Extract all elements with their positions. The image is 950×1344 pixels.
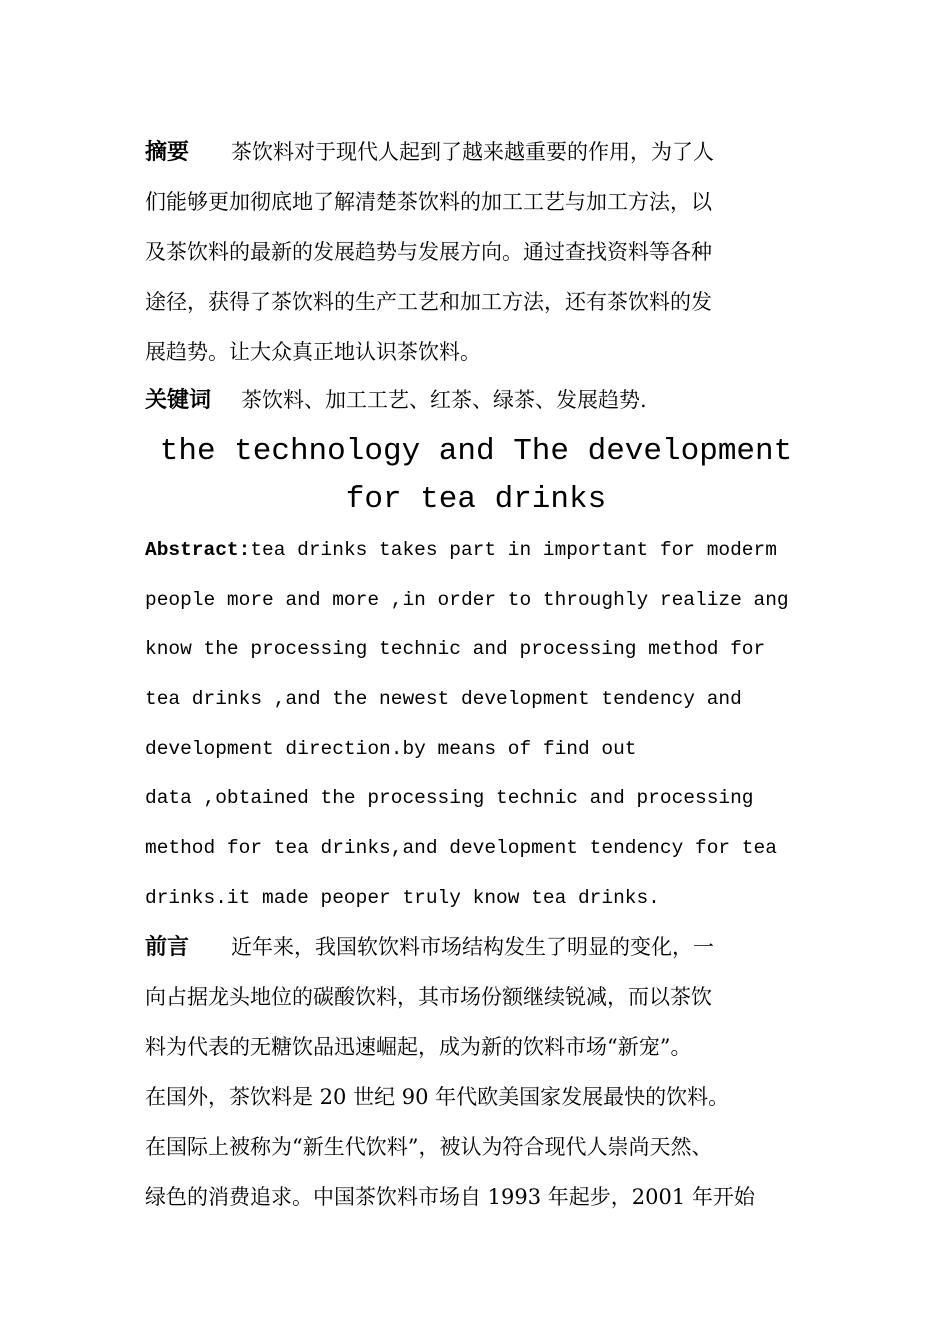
abstract-en-line-1 — [145, 526, 807, 576]
keywords-zh-text: 茶饮料、加工工艺、红茶、绿茶、发展趋势. — [241, 388, 647, 412]
preface-zh-label: 前言 — [145, 935, 190, 960]
abstract-en-line-3: know the processing technic and processing method for — [145, 638, 766, 661]
abstract-en-line-5: development direction.by means of find out — [145, 737, 637, 760]
preface-zh-line-5: 在国际上被称为“新生代饮料”，被认为符合现代人崇尚天然、 — [145, 1135, 713, 1159]
abstract-zh — [145, 127, 807, 377]
abstract-en-line-6: data ,obtained the processing technic and processing — [145, 787, 754, 810]
preface-zh-line-1 — [145, 922, 807, 972]
abstract-en-line-4: tea drinks ,and the newest development tendency and — [145, 688, 742, 711]
preface-zh — [145, 922, 807, 1222]
abstract-zh-line-4: 途径，获得了茶饮料的生产工艺和加工方法，还有茶饮料的发 — [145, 290, 712, 314]
abstract-zh-line-3: 及茶饮料的最新的发展趋势与发展方向。通过查找资料等各种 — [145, 240, 712, 264]
keywords-zh-label: 关键词 — [145, 388, 212, 413]
english-title-line-1: the technology and The development — [159, 434, 793, 469]
abstract-en — [145, 526, 807, 924]
abstract-zh-label: 摘要 — [145, 140, 190, 165]
abstract-zh-line-1 — [145, 127, 807, 177]
english-title-line-2: for tea drinks — [345, 482, 607, 517]
preface-zh-line-3: 料为代表的无糖饮品迅速崛起，成为新的饮料市场“新宠”。 — [145, 1035, 692, 1059]
abstract-en-line-7: method for tea drinks,and development tendency for tea — [145, 837, 777, 860]
keywords-zh — [145, 375, 807, 425]
abstract-zh-text-1: 茶饮料对于现代人起到了越来越重要的作用，为了人 — [231, 140, 715, 164]
preface-zh-line-4: 在国外，茶饮料是 20 世纪 90 年代欧美国家发展最快的饮料。 — [145, 1085, 730, 1109]
abstract-en-label: Abstract: — [145, 539, 251, 561]
preface-zh-line-2: 向占据龙头地位的碳酸饮料，其市场份额继续锐减，而以茶饮 — [145, 985, 712, 1009]
abstract-zh-line-2: 们能够更加彻底地了解清楚茶饮料的加工工艺与加工方法，以 — [145, 190, 712, 214]
preface-zh-text-1: 近年来，我国软饮料市场结构发生了明显的变化，一 — [231, 935, 715, 959]
abstract-en-line-8: drinks.it made peoper truly know tea drinks. — [145, 886, 660, 909]
english-title — [145, 428, 807, 524]
abstract-en-text-1: tea drinks takes part in important for moderm — [250, 539, 777, 561]
keywords-zh-line — [145, 375, 807, 425]
preface-zh-line-6: 绿色的消费追求。中国茶饮料市场自 1993 年起步，2001 年开始 — [145, 1185, 755, 1209]
abstract-en-line-2: people more and more ,in order to throughly realize ang — [145, 588, 789, 611]
abstract-zh-line-5: 展趋势。让大众真正地认识茶饮料。 — [145, 340, 481, 364]
